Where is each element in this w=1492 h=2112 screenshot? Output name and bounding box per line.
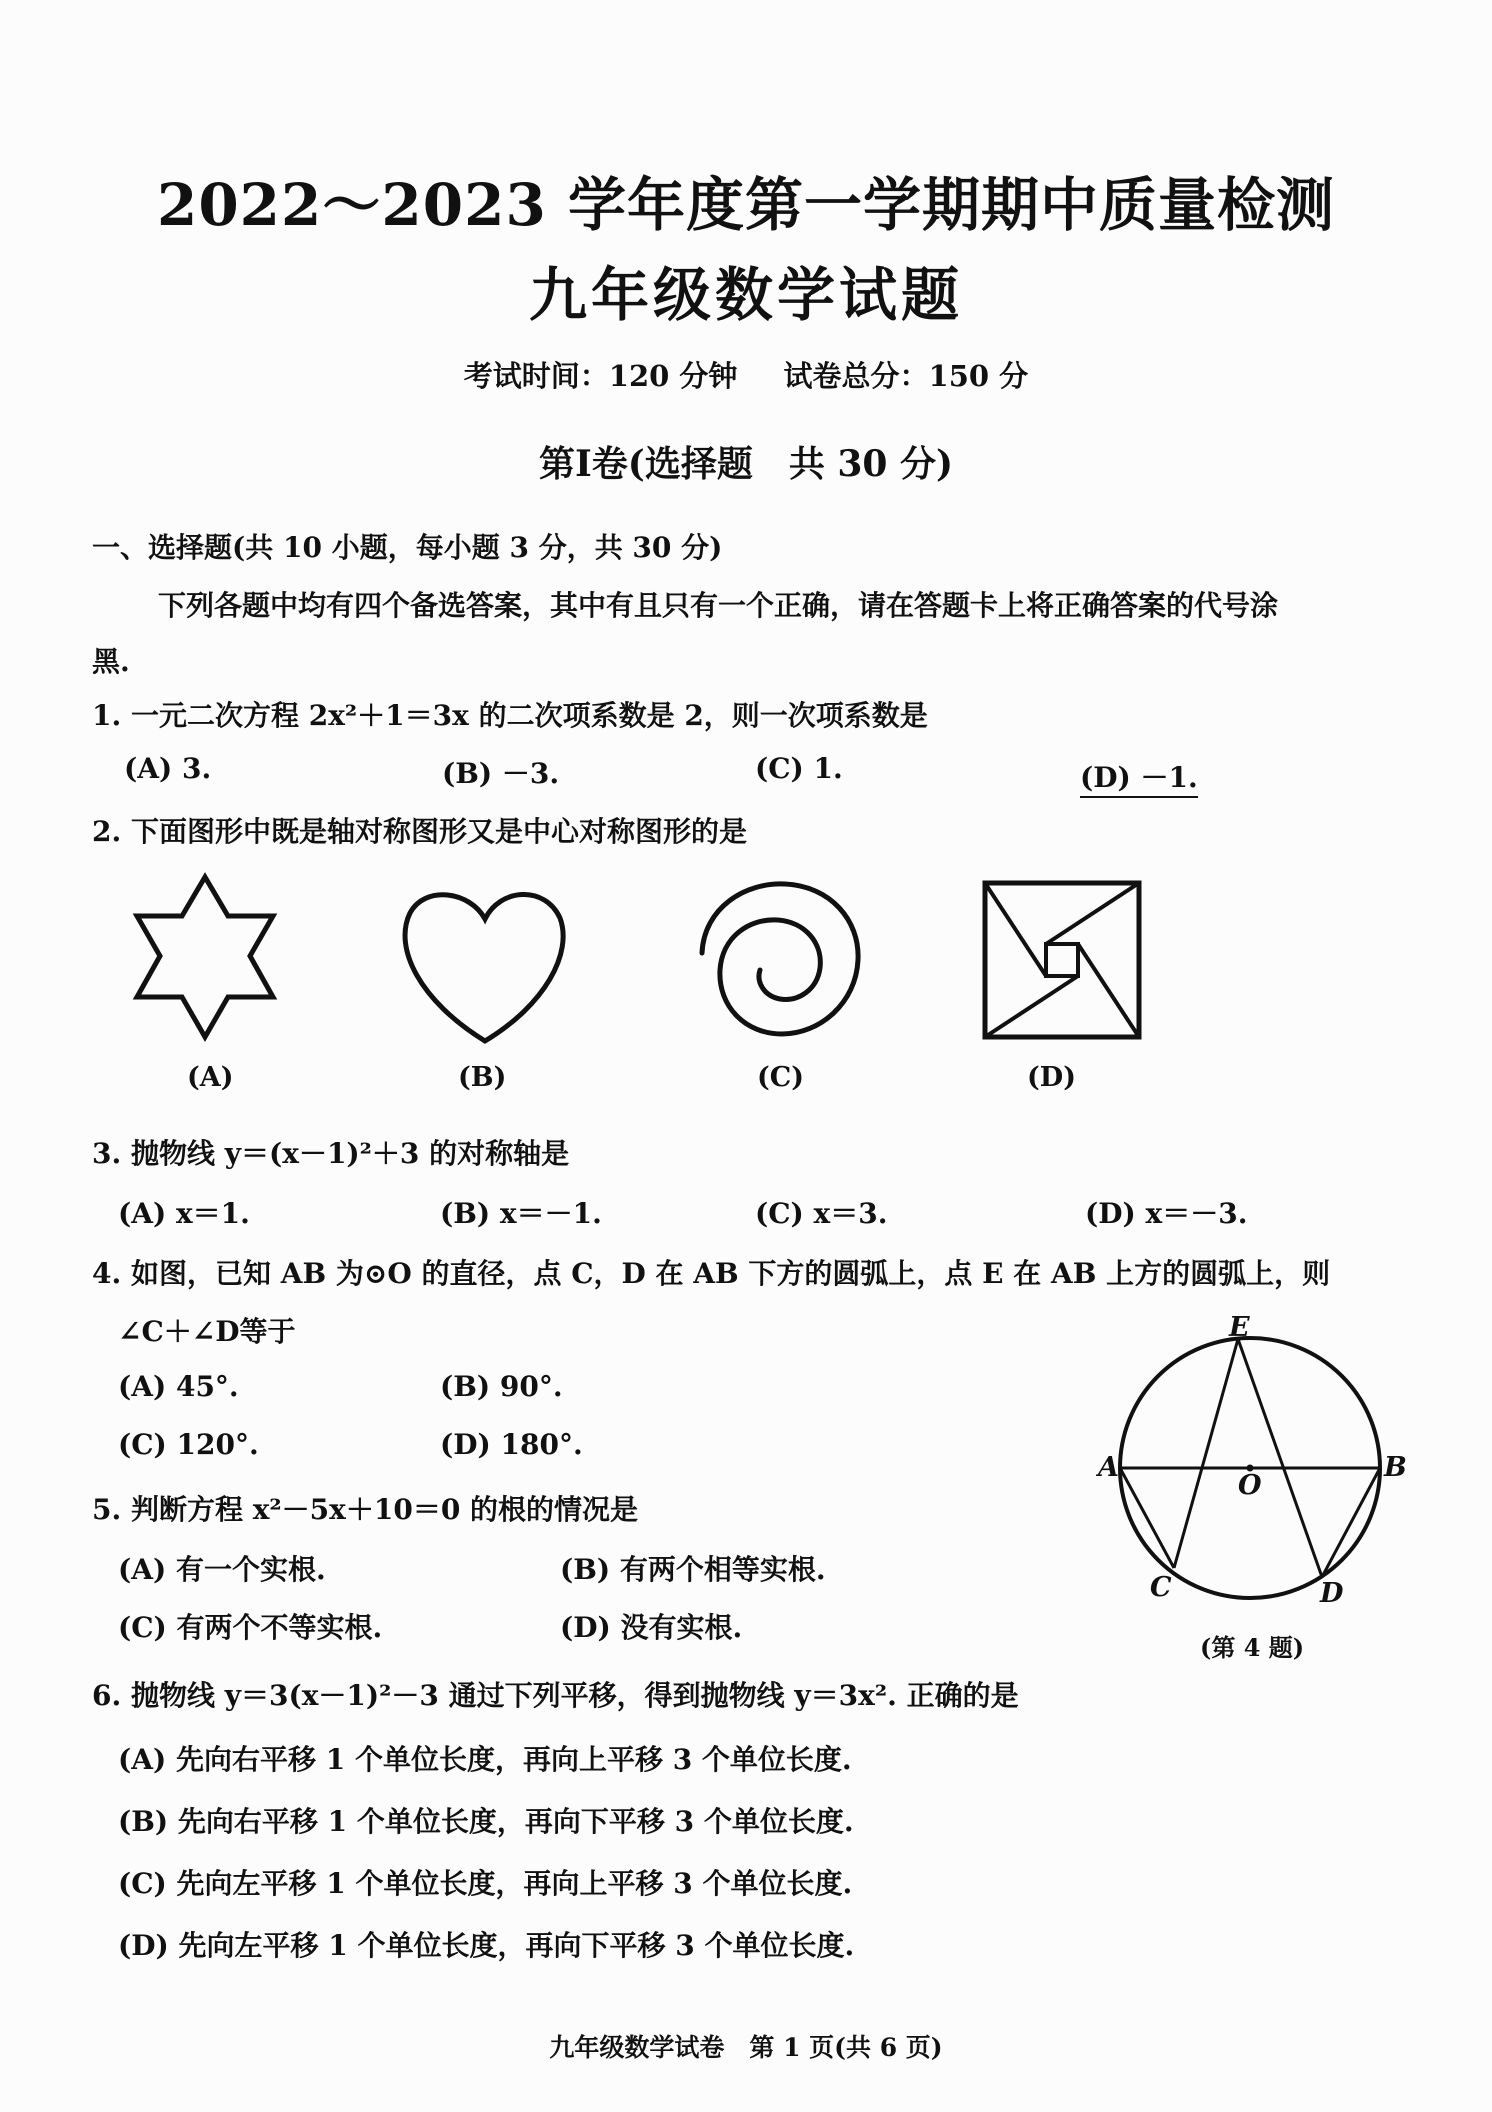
question-1-option-c: (C) 1. xyxy=(755,752,843,785)
page-footer: 九年级数学试卷 第 1 页(共 6 页) xyxy=(549,2033,943,2062)
question-6-option-b: (B) 先向右平移 1 个单位长度，再向下平移 3 个单位长度. xyxy=(118,1805,854,1838)
question-3-option-c: (C) x＝3. xyxy=(755,1197,888,1230)
question-6-option-c: (C) 先向左平移 1 个单位长度，再向上平移 3 个单位长度. xyxy=(118,1867,853,1900)
question-4-option-a: (A) 45°. xyxy=(118,1370,239,1403)
point-label-c: C xyxy=(1150,1572,1172,1603)
question-1-option-b: (B) －3. xyxy=(442,757,560,790)
question-5-stem: 5. 判断方程 x²－5x＋10＝0 的根的情况是 xyxy=(92,1493,639,1526)
question-3-stem: 3. 抛物线 y＝(x－1)²＋3 的对称轴是 xyxy=(92,1137,570,1170)
point-label-b: B xyxy=(1384,1452,1407,1483)
point-label-a: A xyxy=(1098,1452,1119,1483)
question-6-stem: 6. 抛物线 y＝3(x－1)²－3 通过下列平移，得到抛物线 y＝3x². 正确的是 xyxy=(92,1679,1019,1712)
question-4-option-b: (B) 90°. xyxy=(440,1370,563,1403)
question-6-option-d: (D) 先向左平移 1 个单位长度，再向下平移 3 个单位长度. xyxy=(118,1929,855,1962)
square-pinwheel-icon xyxy=(982,880,1142,1040)
section-title: 第Ⅰ卷(选择题 共 30 分) xyxy=(538,443,954,485)
question-1-option-a: (A) 3. xyxy=(124,752,212,785)
six-pointed-star-icon xyxy=(125,873,285,1043)
question-2-stem: 2. 下面图形中既是轴对称图形又是中心对称图形的是 xyxy=(92,815,747,848)
spiral-icon xyxy=(690,878,870,1043)
exam-total-score: 试卷总分：150 分 xyxy=(783,359,1029,393)
exam-subtitle: 九年级数学试题 xyxy=(528,261,963,329)
question-5-option-d: (D) 没有实根. xyxy=(560,1611,743,1644)
exam-time: 考试时间：120 分钟 xyxy=(463,359,738,393)
question-4-stem-line2: ∠C＋∠D等于 xyxy=(118,1315,296,1348)
part-intro-line1: 下列各题中均有四个备选答案，其中有且只有一个正确，请在答题卡上将正确答案的代号涂 xyxy=(158,589,1279,622)
exam-title: 2022～2023 学年度第一学期期中质量检测 xyxy=(156,171,1336,239)
question-3-option-b: (B) x＝－1. xyxy=(440,1197,602,1230)
part-heading: 一、选择题(共 10 小题，每小题 3 分，共 30 分) xyxy=(92,531,723,564)
part-intro-line2: 黑. xyxy=(92,645,130,678)
question-2-figure-label-a: (A) xyxy=(187,1062,234,1093)
question-4-option-c: (C) 120°. xyxy=(118,1428,259,1461)
point-label-e: E xyxy=(1229,1312,1250,1343)
question-3-option-a: (A) x＝1. xyxy=(118,1197,250,1230)
question-5-option-a: (A) 有一个实根. xyxy=(118,1553,326,1586)
question-1-stem: 1. 一元二次方程 2x²＋1＝3x 的二次项系数是 2，则一次项系数是 xyxy=(92,699,928,732)
question-5-option-b: (B) 有两个相等实根. xyxy=(560,1553,826,1586)
question-2-figure-label-d: (D) xyxy=(1027,1062,1076,1093)
question-6-option-a: (A) 先向右平移 1 个单位长度，再向上平移 3 个单位长度. xyxy=(118,1743,852,1776)
question-2-figure-label-c: (C) xyxy=(757,1062,805,1093)
point-label-o: O xyxy=(1238,1470,1262,1501)
question-3-option-d: (D) x＝－3. xyxy=(1085,1197,1248,1230)
question-4-option-d: (D) 180°. xyxy=(440,1428,583,1461)
point-label-d: D xyxy=(1320,1578,1344,1609)
exam-meta xyxy=(0,354,1492,395)
heart-icon xyxy=(395,883,575,1048)
question-5-option-c: (C) 有两个不等实根. xyxy=(118,1611,383,1644)
question-1-option-d: (D) －1. xyxy=(1080,756,1198,798)
question-2-figure-label-b: (B) xyxy=(458,1062,507,1093)
question-4-stem-line1: 4. 如图，已知 AB 为⊙O 的直径，点 C，D 在 AB 下方的圆弧上，点 E 在 AB 上方的圆弧上，则 xyxy=(92,1257,1331,1290)
question-4-figure-caption: (第 4 题) xyxy=(1200,1633,1305,1662)
circle-diagram xyxy=(1100,1315,1400,1615)
